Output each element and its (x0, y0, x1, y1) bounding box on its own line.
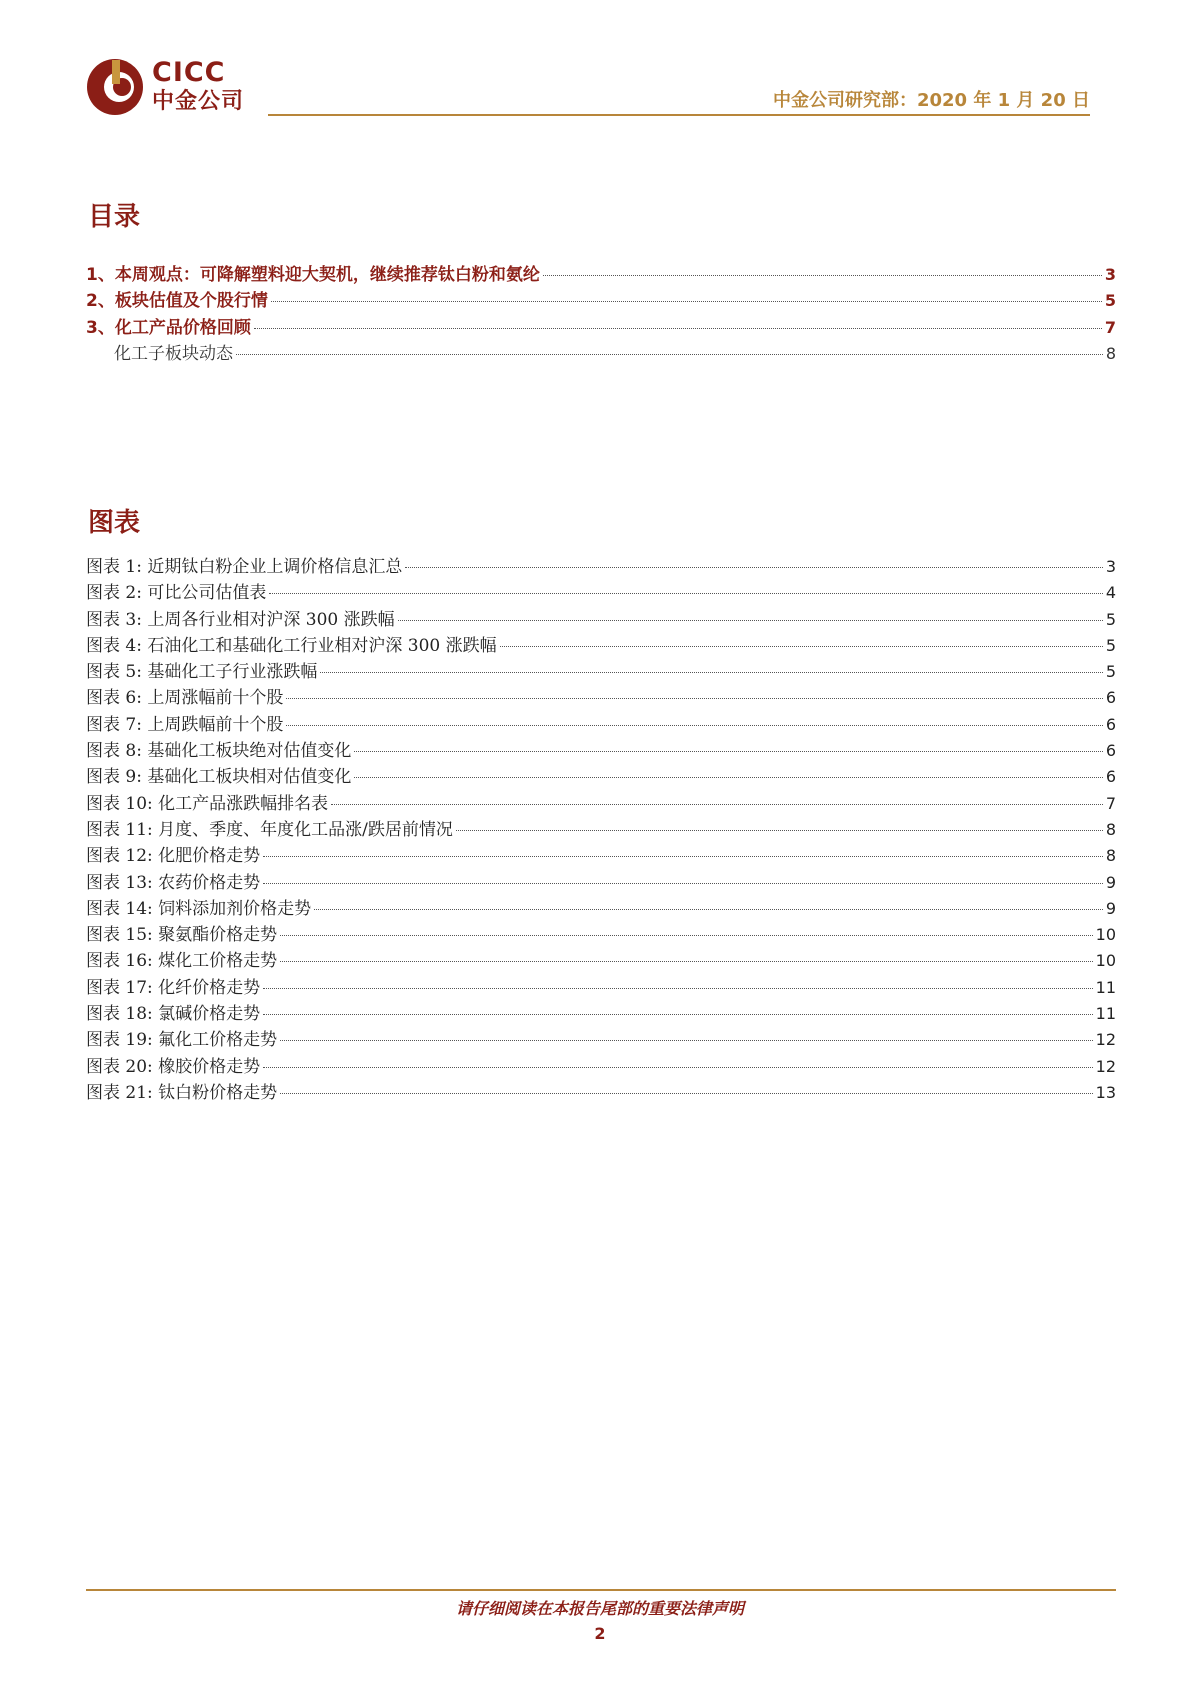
figure-entry-label: 图表 11: 月度、季度、年度化工品涨/跌居前情况 (86, 819, 453, 840)
dot-leader (286, 698, 1102, 699)
figure-entry-label: 图表 5: 基础化工子行业涨跌幅 (86, 662, 318, 683)
figure-entry[interactable] (86, 659, 1116, 685)
figure-entry-page: 6 (1105, 688, 1116, 708)
figure-entry-page: 5 (1105, 662, 1116, 682)
toc-entry-page: 5 (1104, 291, 1116, 311)
figure-entry-label: 图表 14: 饲料添加剂价格走势 (86, 898, 312, 919)
dot-leader (236, 354, 1103, 355)
header-divider (268, 114, 1090, 116)
figure-entry-page: 13 (1095, 1082, 1116, 1102)
figure-entry-label: 图表 15: 聚氨酯价格走势 (86, 925, 278, 946)
dot-leader (280, 935, 1092, 936)
figure-entry[interactable] (86, 843, 1116, 869)
figure-entry-label: 图表 18: 氯碱价格走势 (86, 1004, 261, 1025)
figure-entry[interactable] (86, 1001, 1116, 1027)
dot-leader (280, 1093, 1092, 1094)
dot-leader (263, 988, 1092, 989)
figure-entry-label: 图表 10: 化工产品涨跌幅排名表 (86, 793, 329, 814)
figure-entry-page: 8 (1105, 846, 1116, 866)
figure-entry-label: 图表 3: 上周各行业相对沪深 300 涨跌幅 (86, 609, 395, 630)
figure-entry[interactable] (86, 817, 1116, 843)
cicc-logo-mark-icon (86, 58, 144, 116)
figure-entry-page: 8 (1105, 819, 1116, 839)
figure-entry-page: 5 (1105, 635, 1116, 655)
figure-entry-label: 图表 13: 农药价格走势 (86, 872, 261, 893)
figure-entry-label: 图表 7: 上周跌幅前十个股 (86, 714, 284, 735)
dot-leader (286, 725, 1102, 726)
figure-entry[interactable] (86, 1054, 1116, 1080)
toc-entry-page: 7 (1104, 317, 1116, 337)
figure-entry-label: 图表 4: 石油化工和基础化工行业相对沪深 300 涨跌幅 (86, 635, 497, 656)
figures-title: 图表 (88, 508, 141, 538)
toc-entry[interactable] (86, 315, 1116, 341)
toc-entry-label: 1、本周观点：可降解塑料迎大契机，继续推荐钛白粉和氨纶 (86, 265, 540, 285)
dot-leader (254, 328, 1102, 329)
figure-entry-label: 图表 8: 基础化工板块绝对估值变化 (86, 741, 352, 762)
figure-entry-page: 5 (1105, 609, 1116, 629)
figure-entry[interactable] (86, 922, 1116, 948)
footer-divider (86, 1589, 1116, 1591)
dot-leader (271, 301, 1102, 302)
figure-entry-page: 6 (1105, 741, 1116, 761)
toc-entry-page: 3 (1104, 265, 1116, 284)
dot-leader (280, 1040, 1092, 1041)
figure-entry[interactable] (86, 896, 1116, 922)
figure-entry-page: 7 (1105, 793, 1116, 813)
figure-entry[interactable] (86, 764, 1116, 790)
figure-entry-label: 图表 17: 化纤价格走势 (86, 977, 261, 998)
dot-leader (280, 961, 1092, 962)
footer-disclaimer-note: 请仔细阅读在本报告尾部的重要法律声明 (455, 1599, 744, 1618)
figure-entry-page: 9 (1105, 898, 1116, 918)
figure-entry[interactable] (86, 607, 1116, 633)
figure-entry-page: 11 (1095, 977, 1116, 997)
figure-entry-page: 12 (1095, 1056, 1116, 1076)
dot-leader (331, 804, 1103, 805)
figure-entry-label: 图表 12: 化肥价格走势 (86, 846, 261, 867)
toc-entry[interactable] (86, 288, 1116, 314)
dot-leader (398, 620, 1103, 621)
dot-leader (263, 1014, 1092, 1015)
figure-entry[interactable] (86, 738, 1116, 764)
figure-entry[interactable] (86, 554, 1116, 580)
figure-entry[interactable] (86, 633, 1116, 659)
figure-entry-label: 图表 21: 钛白粉价格走势 (86, 1082, 278, 1103)
figure-entry[interactable] (86, 1080, 1116, 1106)
figure-entry[interactable] (86, 975, 1116, 1001)
figure-entry-label: 图表 1: 近期钛白粉企业上调价格信息汇总 (86, 557, 403, 577)
dot-leader (263, 856, 1103, 857)
figure-entry[interactable] (86, 870, 1116, 896)
logo-text-cn: 中金公司 (152, 89, 245, 114)
figure-entry-label: 图表 20: 橡胶价格走势 (86, 1056, 261, 1077)
figures-list (86, 554, 1116, 1106)
figure-entry-page: 11 (1095, 1004, 1116, 1024)
contents-list (86, 262, 1116, 368)
figure-entry-page: 3 (1105, 557, 1116, 576)
contents-title: 目录 (88, 202, 141, 232)
figure-entry-page: 10 (1095, 951, 1116, 971)
dot-leader (320, 672, 1102, 673)
figure-entry-label: 图表 9: 基础化工板块相对估值变化 (86, 767, 352, 788)
dot-leader (456, 830, 1103, 831)
figure-entry[interactable] (86, 712, 1116, 738)
dot-leader (500, 646, 1103, 647)
dot-leader (354, 777, 1102, 778)
cicc-logo (86, 58, 246, 120)
figure-entry-page: 12 (1095, 1030, 1116, 1050)
figure-entry[interactable] (86, 1027, 1116, 1053)
figure-entry[interactable] (86, 948, 1116, 974)
dot-leader (405, 567, 1102, 568)
figure-entry-page: 4 (1105, 583, 1116, 603)
figure-entry-label: 图表 19: 氟化工价格走势 (86, 1030, 278, 1051)
figure-entry-page: 9 (1105, 872, 1116, 892)
toc-entry-page: 8 (1105, 344, 1116, 364)
dot-leader (269, 593, 1102, 594)
dot-leader (263, 883, 1103, 884)
figure-entry[interactable] (86, 791, 1116, 817)
toc-entry[interactable] (86, 341, 1116, 367)
figure-entry-label: 图表 6: 上周涨幅前十个股 (86, 688, 284, 709)
page-number: 2 (594, 1624, 606, 1643)
dot-leader (354, 751, 1102, 752)
figure-entry[interactable] (86, 685, 1116, 711)
figure-entry-page: 6 (1105, 767, 1116, 787)
toc-entry-label: 3、化工产品价格回顾 (86, 317, 251, 338)
figure-entry-label: 图表 2: 可比公司估值表 (86, 583, 267, 604)
toc-entry-label: 2、板块估值及个股行情 (86, 291, 268, 312)
figure-entry[interactable] (86, 580, 1116, 606)
toc-entry[interactable] (86, 262, 1116, 288)
figure-entry-label: 图表 16: 煤化工价格走势 (86, 951, 278, 972)
dot-leader (263, 1067, 1092, 1068)
figure-entry-page: 6 (1105, 714, 1116, 734)
dot-leader (543, 275, 1102, 276)
dot-leader (314, 909, 1103, 910)
logo-text-en: CICC (152, 57, 226, 88)
toc-entry-label: 化工子板块动态 (114, 344, 233, 365)
header-date: 中金公司研究部：2020 年 1 月 20 日 (772, 90, 1090, 111)
figure-entry-page: 10 (1095, 925, 1116, 945)
